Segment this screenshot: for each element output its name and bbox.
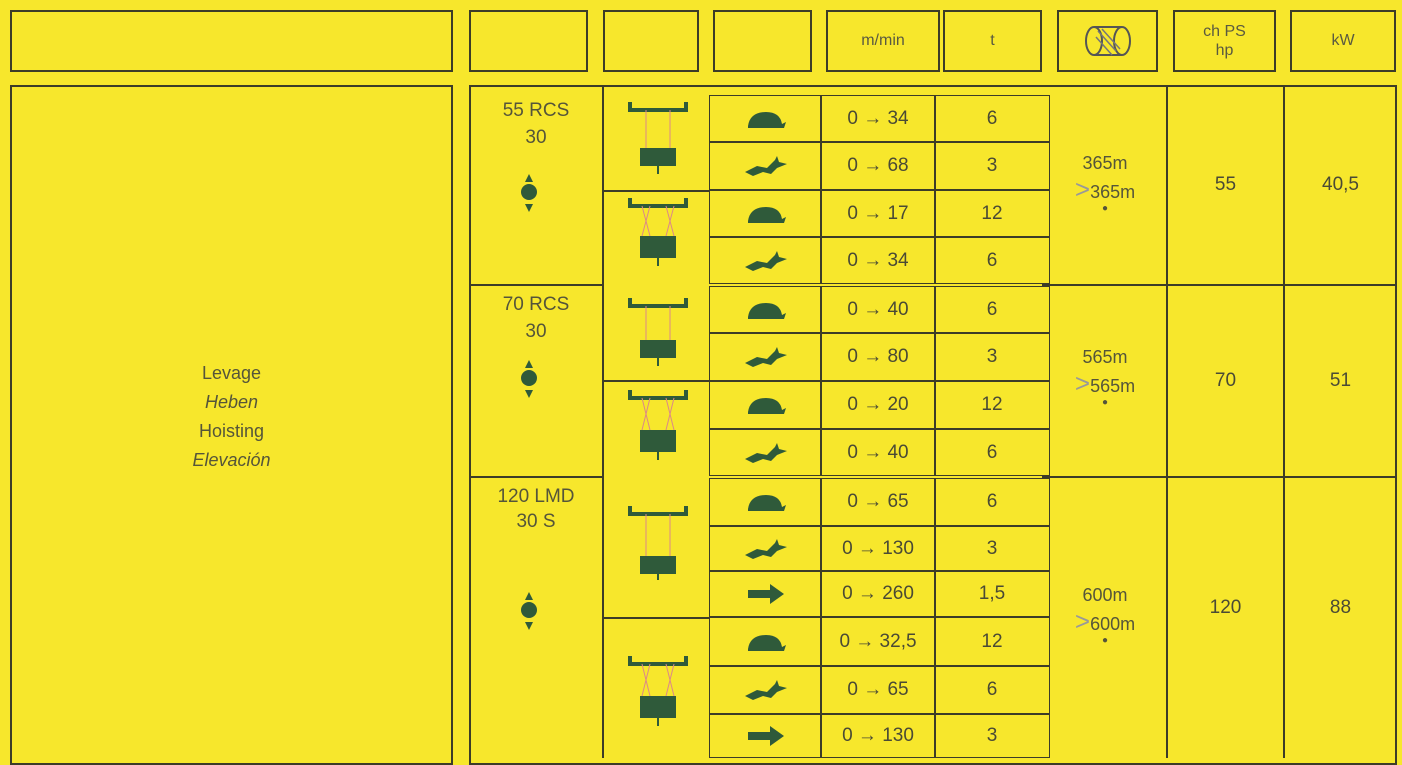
header-function-cell <box>10 10 453 72</box>
rope-drum-icon <box>1078 21 1138 61</box>
function-cell <box>10 85 453 765</box>
speed-value: 0 → 40 <box>820 429 936 476</box>
rope-length: 565m <box>1082 347 1128 367</box>
hook-block-icon <box>519 358 539 402</box>
model-line1: 70 RCS <box>502 294 570 315</box>
reeving-2-fall-icon <box>628 500 688 582</box>
function-label-en: Hoisting <box>198 421 265 441</box>
load-value: 12 <box>934 381 1050 429</box>
speed-value: 0 → 17 <box>820 190 936 237</box>
model-name <box>470 97 602 151</box>
load-value: 1,5 <box>934 571 1050 617</box>
turtle-icon <box>709 95 822 142</box>
speed-value: 0 → 40 <box>820 286 936 333</box>
hare-icon <box>709 333 822 381</box>
kw-value: 51 <box>1329 370 1352 391</box>
load-value: 6 <box>934 478 1050 526</box>
reeving-4-fall-icon <box>628 384 688 466</box>
rope-length: 365m <box>1082 153 1128 173</box>
load-value: 3 <box>934 142 1050 190</box>
model-line1: 120 LMD <box>497 486 575 507</box>
hp-value: 55 <box>1214 174 1237 195</box>
arrow-icon <box>709 714 822 758</box>
header-power-hp-line2: hp <box>1215 42 1234 59</box>
speed-value: 0 → 68 <box>820 142 936 190</box>
load-value: 12 <box>934 617 1050 666</box>
speed-value: 0 → 130 <box>820 714 936 758</box>
rope-length-option: >565m <box>1074 368 1136 398</box>
header-speed-unit: m/min <box>826 10 940 72</box>
model-line2: 30 <box>525 127 547 148</box>
turtle-icon <box>709 286 822 333</box>
speed-value: 0 → 34 <box>820 237 936 284</box>
rope-length-cell: 600m >600m ● <box>1044 582 1166 645</box>
hare-icon <box>709 429 822 476</box>
reeving-4-fall-icon <box>628 192 688 274</box>
speed-value: 0 → 65 <box>820 478 936 526</box>
header-speed-icon-cell <box>713 10 812 72</box>
hare-icon <box>709 526 822 571</box>
speed-value: 0 → 130 <box>820 526 936 571</box>
rope-length: 600m <box>1082 585 1128 605</box>
header-reeving-cell <box>603 10 699 72</box>
speed-value: 0 → 32,5 <box>820 617 936 666</box>
rope-length-cell: 365m >365m ● <box>1044 150 1166 213</box>
hare-icon <box>709 666 822 714</box>
header-power-kw: kW <box>1290 10 1396 72</box>
header-power-hp <box>1173 10 1276 72</box>
load-value: 6 <box>934 666 1050 714</box>
model-line1: 55 RCS <box>502 100 570 121</box>
load-value: 6 <box>934 286 1050 333</box>
load-value: 3 <box>934 714 1050 758</box>
function-label-es: Elevación <box>192 450 271 470</box>
model-name <box>470 484 602 534</box>
load-value: 3 <box>934 526 1050 571</box>
hare-icon <box>709 142 822 190</box>
speed-value: 0 → 80 <box>820 333 936 381</box>
hook-block-icon <box>519 590 539 634</box>
load-value: 3 <box>934 333 1050 381</box>
model-line2: 30 S <box>516 511 556 532</box>
model-line2: 30 <box>525 321 547 342</box>
load-value: 12 <box>934 190 1050 237</box>
hare-icon <box>709 237 822 284</box>
rope-length-option: >600m <box>1074 606 1136 636</box>
turtle-icon <box>709 190 822 237</box>
header-load-unit: t <box>943 10 1042 72</box>
kw-value: 40,5 <box>1322 174 1359 195</box>
function-label-de: Heben <box>204 392 259 412</box>
speed-value: 0 → 34 <box>820 95 936 142</box>
hook-block-icon <box>519 172 539 216</box>
header-power-hp-line1: ch PS <box>1203 23 1246 40</box>
turtle-icon <box>709 478 822 526</box>
function-label-fr: Levage <box>201 363 262 383</box>
rope-length-option: >365m <box>1074 174 1136 204</box>
rope-length-cell: 565m >565m ● <box>1044 344 1166 407</box>
model-name <box>470 291 602 345</box>
header-rope-drum <box>1057 10 1158 72</box>
load-value: 6 <box>934 429 1050 476</box>
kw-value: 88 <box>1329 597 1352 618</box>
hp-value: 70 <box>1214 370 1237 391</box>
arrow-icon <box>709 571 822 617</box>
turtle-icon <box>709 381 822 429</box>
load-value: 6 <box>934 95 1050 142</box>
load-value: 6 <box>934 237 1050 284</box>
speed-value: 0 → 260 <box>820 571 936 617</box>
speed-value: 0 → 20 <box>820 381 936 429</box>
reeving-2-fall-icon <box>628 292 688 374</box>
header-model-cell <box>469 10 588 72</box>
reeving-4-fall-icon <box>628 650 688 732</box>
turtle-icon <box>709 617 822 666</box>
speed-value: 0 → 65 <box>820 666 936 714</box>
reeving-2-fall-icon <box>628 96 688 178</box>
hp-value: 120 <box>1209 597 1242 618</box>
